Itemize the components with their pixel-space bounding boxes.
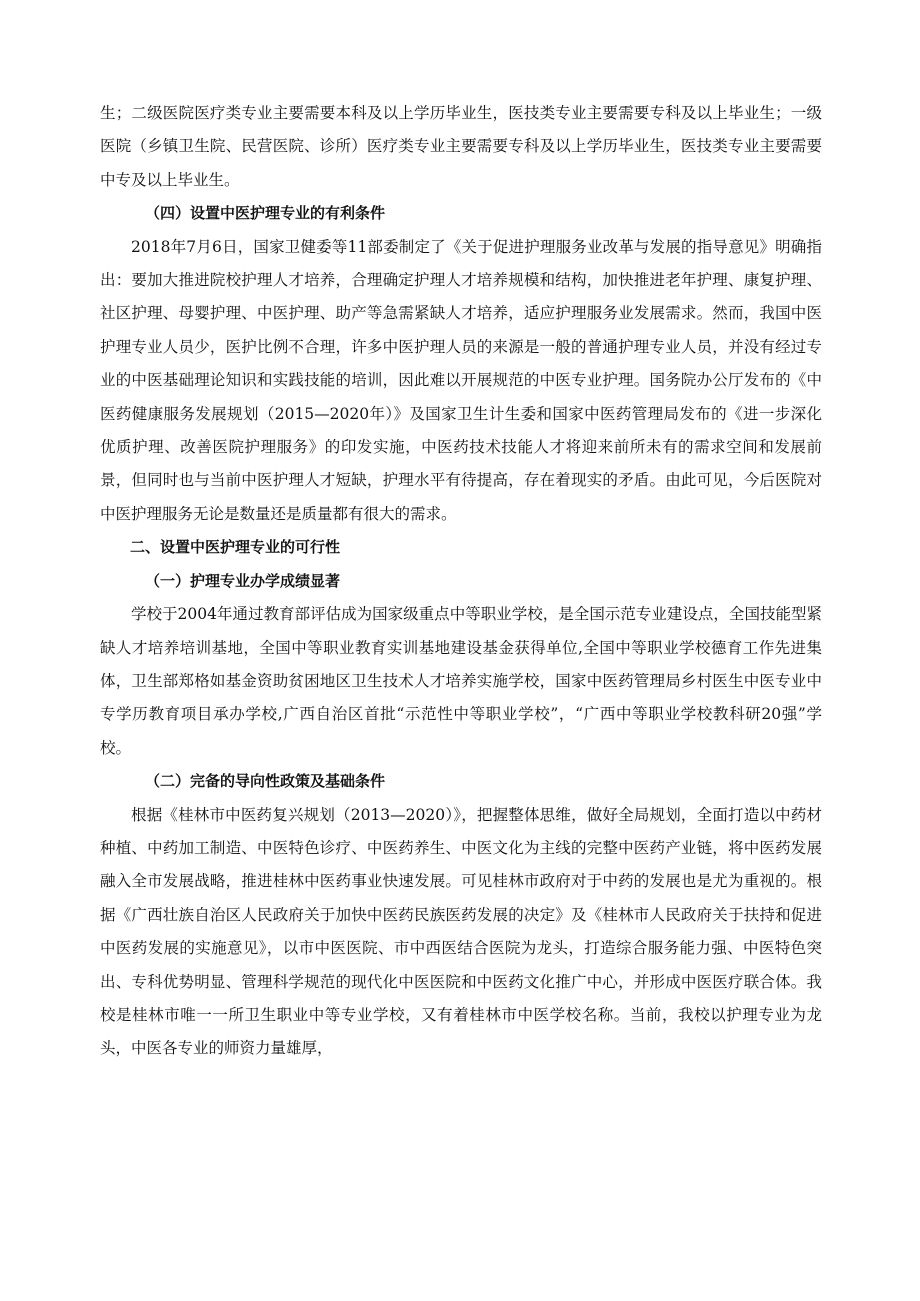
paragraph-policy-conditions: 根据《桂林市中医药复兴规划（2013—2020）》，把握整体思维，做好全局规划，全面打造以中药材种植、中药加工制造、中医特色诊疗、中医药养生、中医文化为主线的完整中医药产业链，将中医药发展融入全市发展战略，推进桂林中医药事业快速发展。可见桂林市政府对于中药的发展也是尤为重视的。根据《广西壮族自治区人民政府关于加快中医药民族医药发展的决定》及《桂林市人民政府关于扶持和促进中医药发展的实施意见》，以市中医医院、市中西医结合医院为龙头，打造综合服务能力强、中医特色突出、专科优势明显、管理科学规范的现代化中医医院和中医药文化推广中心，并形成中医医疗联合体。我校是桂林市唯一一所卫生职业中等专业学校，又有着桂林市中医学校名称。当前，我校以护理专业为龙头，中医各专业的师资力量雄厚， [100, 805, 822, 1058]
paragraph-school-achievements: 学校于2004年通过教育部评估成为国家级重点中等职业学校，是全国示范专业建设点，全国技能型紧缺人才培养培训基地，全国中等职业教育实训基地建设基金获得单位,全国中等职业学校德育工作先进集体，卫生部郑格如基金资助贫困地区卫生技术人才培养实施学校，国家中医药管理局乡村医生中医专业中专学历教育项目承办学校,广西自治区首批“示范性中等职业学校”，“广西中等职业学校教科研20强”学校。 [100, 605, 822, 757]
chapter-heading-feasibility: 二、设置中医护理专业的可行性 [130, 538, 341, 557]
paragraph-favorable-conditions: 2018年7月6日，国家卫健委等11部委制定了《关于促进护理服务业改革与发展的指导意见》明确指出：要加大推进院校护理人才培养，合理确定护理人才培养规模和结构，加快推进老年护理、康复护理、社区护理、母婴护理、中医护理、助产等急需紧缺人才培养，适应护理服务业发展需求。然而，我国中医护理专业人员少，医护比例不合理，许多中医护理人员的来源是一般的普通护理专业人员，并没有经过专业的中医基础理论知识和实践技能的培训，因此难以开展规范的中医专业护理。国务院办公厅发布的《中医药健康服务发展规划（2015—2020年）》及国家卫生计生委和国家中医药管理局发布的《进一步深化优质护理、改善医院护理服务》的印发实施，中医药技术技能人才将迎来前所未有的需求空间和发展前景，但同时也与当前中医护理人才短缺，护理水平有待提高，存在着现实的矛盾。由此可见，今后医院对中医护理服务无论是数量还是质量都有很大的需求。 [100, 237, 822, 523]
section-heading-2: （二）完备的导向性政策及基础条件 [145, 772, 386, 791]
paragraph-continuation: 生；二级医院医疗类专业主要需要本科及以上学历毕业生，医技类专业主要需要专科及以上毕业生；一级医院（乡镇卫生院、民营医院、诊所）医疗类专业主要需要专科及以上学历毕业生，医技类专业主要需要中专及以上毕业生。 [100, 104, 822, 189]
document-page [100, 97, 822, 1066]
section-heading-1: （一）护理专业办学成绩显著 [145, 571, 341, 590]
section-heading-4: （四）设置中医护理专业的有利条件 [145, 204, 386, 223]
